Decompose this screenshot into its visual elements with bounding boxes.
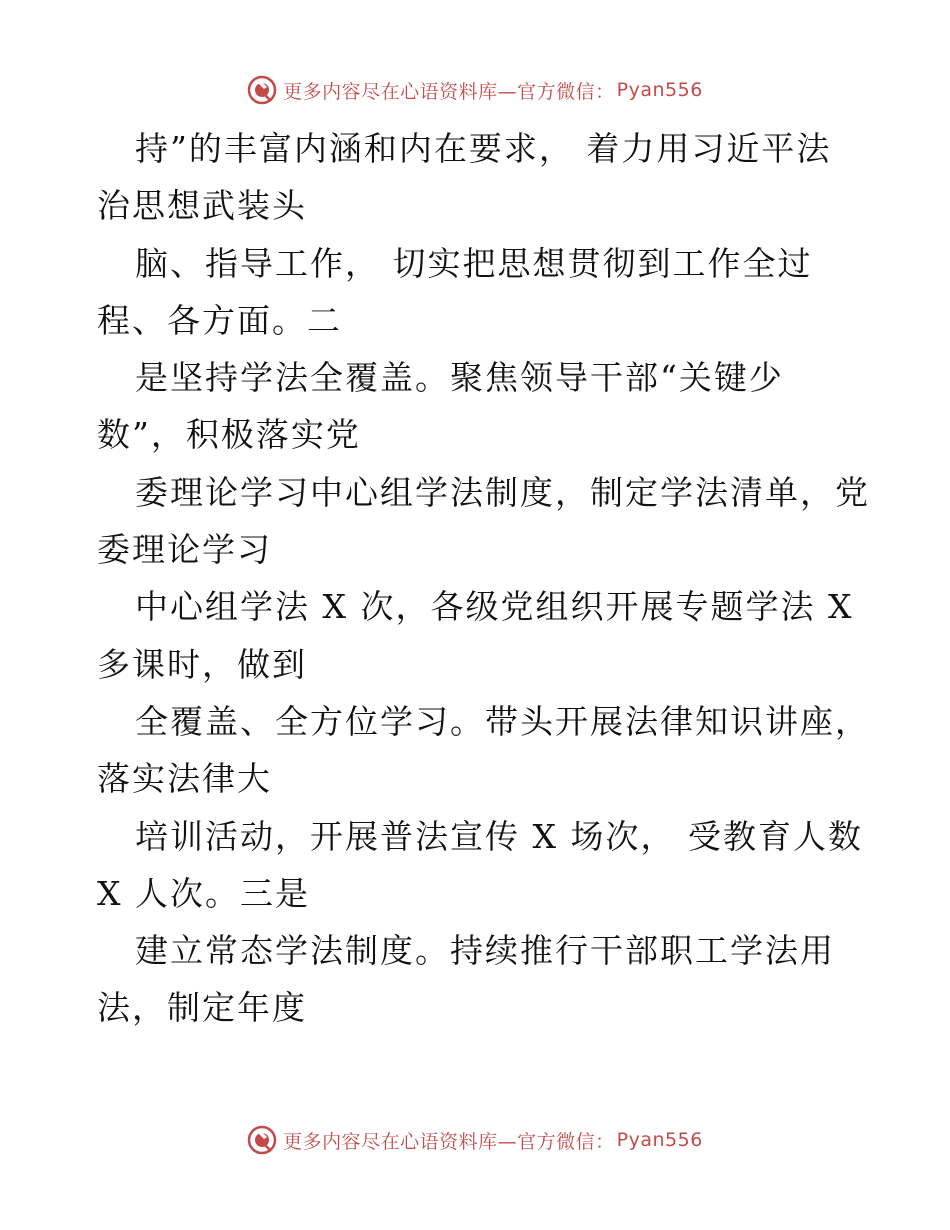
text-line: 建立常态学法制度。持续推行干部职工学法用	[135, 931, 835, 971]
text-line: 持”的丰富内涵和内在要求， 着力用习近平法	[135, 129, 832, 168]
watermark-text: 更多内容尽在心语资料库—官方微信：	[283, 1130, 615, 1153]
text-line: 程、各方面。二	[97, 300, 342, 340]
text-line: 中心组学法 X 次，各级党组织开展专题学法 X	[135, 587, 854, 627]
watermark-contact: Pyan556	[616, 79, 703, 101]
text-line: 是坚持学法全覆盖。聚焦领导干部“关键少	[135, 358, 784, 398]
text-line: 治思想武装头	[97, 186, 307, 226]
text-line: 法，制定年度	[97, 988, 307, 1028]
text-line: 全覆盖、全方位学习。带头开展法律知识讲座，	[135, 701, 870, 741]
watermark-text: 更多内容尽在心语资料库—官方微信：	[283, 80, 615, 103]
text-line: 脑、指导工作， 切实把思想贯彻到工作全过	[135, 243, 813, 283]
text-line: 委理论学习	[97, 530, 272, 570]
logo-icon	[247, 1125, 277, 1155]
text-line: 培训活动，开展普法宣传 X 场次， 受教育人数	[135, 816, 863, 856]
watermark-contact: Pyan556	[616, 1129, 703, 1151]
text-line: 落实法律大	[97, 759, 272, 799]
text-line: 数”，积极落实党	[97, 415, 361, 455]
logo-icon	[247, 75, 277, 105]
text-line: 多课时，做到	[97, 644, 307, 684]
text-line: 委理论学习中心组学法制度，制定学法清单，党	[135, 472, 870, 512]
watermark-footer	[0, 1120, 950, 1160]
document-body	[97, 120, 870, 1037]
watermark-header	[0, 70, 950, 110]
text-line: X 人次。三是	[97, 873, 310, 913]
